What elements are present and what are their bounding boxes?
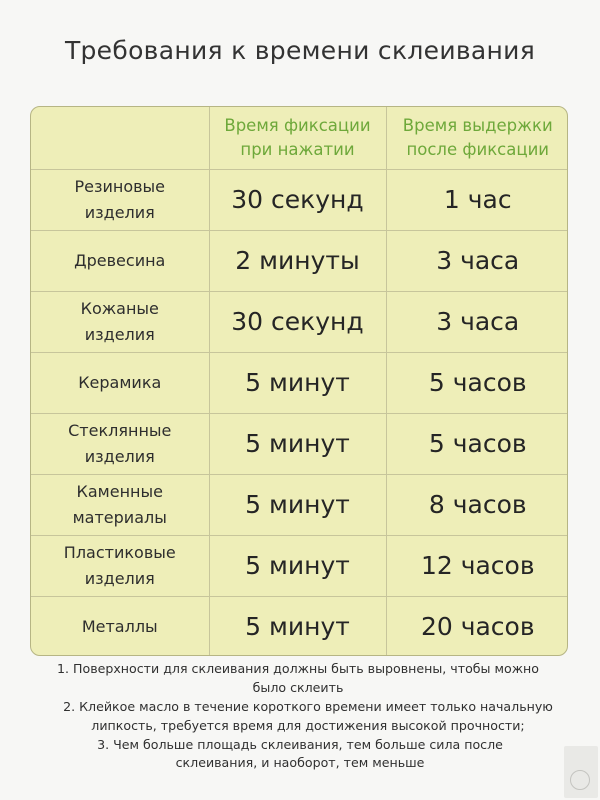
hold-time-cell: 5 часов	[386, 413, 568, 474]
header-fixation-time	[209, 107, 386, 169]
material-line1: Металлы	[81, 616, 158, 636]
table-header-row	[31, 107, 568, 169]
hold-time-cell: 1 час	[386, 169, 568, 230]
hold-time-cell: 5 часов	[386, 352, 568, 413]
material-cell	[31, 230, 209, 291]
note-1-line2: было склеить	[252, 679, 344, 695]
material-cell	[31, 535, 209, 596]
material-cell	[31, 596, 209, 656]
fixation-time-cell: 5 минут	[209, 352, 386, 413]
watermark-icon	[570, 770, 590, 790]
watermark-corner	[564, 746, 598, 798]
note-3-line2: склеивания, и наоборот, тем меньше	[175, 755, 425, 771]
material-line1: Керамика	[78, 372, 162, 392]
table-row	[31, 474, 568, 535]
header-material	[31, 107, 209, 169]
note-2-line1: 2. Клейкое масло в течение короткого времени имеет только начальную	[63, 698, 553, 714]
material-cell	[31, 291, 209, 352]
fixation-time-cell: 5 минут	[209, 596, 386, 656]
material-cell	[31, 169, 209, 230]
table-row	[31, 596, 568, 656]
note-2	[30, 698, 570, 736]
note-3-line1: 3. Чем больше площадь склеивания, тем больше сила после	[97, 736, 503, 752]
material-line1: Древесина	[74, 250, 166, 270]
header-hold-line1: Время выдержки	[402, 115, 553, 135]
material-line1: Каменные	[76, 481, 163, 501]
header-fixation-line1: Время фиксации	[224, 115, 371, 135]
table-row	[31, 230, 568, 291]
material-cell	[31, 413, 209, 474]
material-line1: Пластиковые	[63, 542, 176, 562]
table-row	[31, 535, 568, 596]
note-2-line2: липкость, требуется время для достижения высокой прочности;	[91, 717, 525, 733]
hold-time-cell: 20 часов	[386, 596, 568, 656]
material-line1: Кожаные	[80, 298, 159, 318]
table-row	[31, 413, 568, 474]
material-line2: изделия	[84, 568, 155, 588]
hold-time-cell: 8 часов	[386, 474, 568, 535]
fixation-time-cell: 30 секунд	[209, 291, 386, 352]
material-line2: изделия	[84, 324, 155, 344]
hold-time-cell: 12 часов	[386, 535, 568, 596]
fixation-time-cell: 2 минуты	[209, 230, 386, 291]
material-cell	[31, 474, 209, 535]
hold-time-cell: 3 часа	[386, 291, 568, 352]
note-3	[30, 736, 570, 774]
header-hold-time	[386, 107, 568, 169]
header-hold-line2: после фиксации	[406, 139, 550, 159]
material-cell	[31, 352, 209, 413]
material-line1: Стеклянные	[68, 420, 172, 440]
material-line2: материалы	[72, 507, 167, 527]
fixation-time-cell: 30 секунд	[209, 169, 386, 230]
hold-time-cell: 3 часа	[386, 230, 568, 291]
page-title: Требования к времени склеивания	[64, 36, 536, 65]
notes-section	[30, 660, 570, 773]
material-line2: изделия	[84, 202, 155, 222]
table-row	[31, 352, 568, 413]
table-row	[31, 169, 568, 230]
material-line2: изделия	[84, 446, 155, 466]
note-1	[30, 660, 570, 698]
header-fixation-line2: при нажатии	[240, 139, 355, 159]
material-line1: Резиновые	[74, 176, 166, 196]
note-1-line1: 1. Поверхности для склеивания должны быть выровнены, чтобы можно	[57, 661, 539, 676]
bonding-time-table	[30, 106, 568, 656]
fixation-time-cell: 5 минут	[209, 413, 386, 474]
fixation-time-cell: 5 минут	[209, 535, 386, 596]
table-row	[31, 291, 568, 352]
fixation-time-cell: 5 минут	[209, 474, 386, 535]
